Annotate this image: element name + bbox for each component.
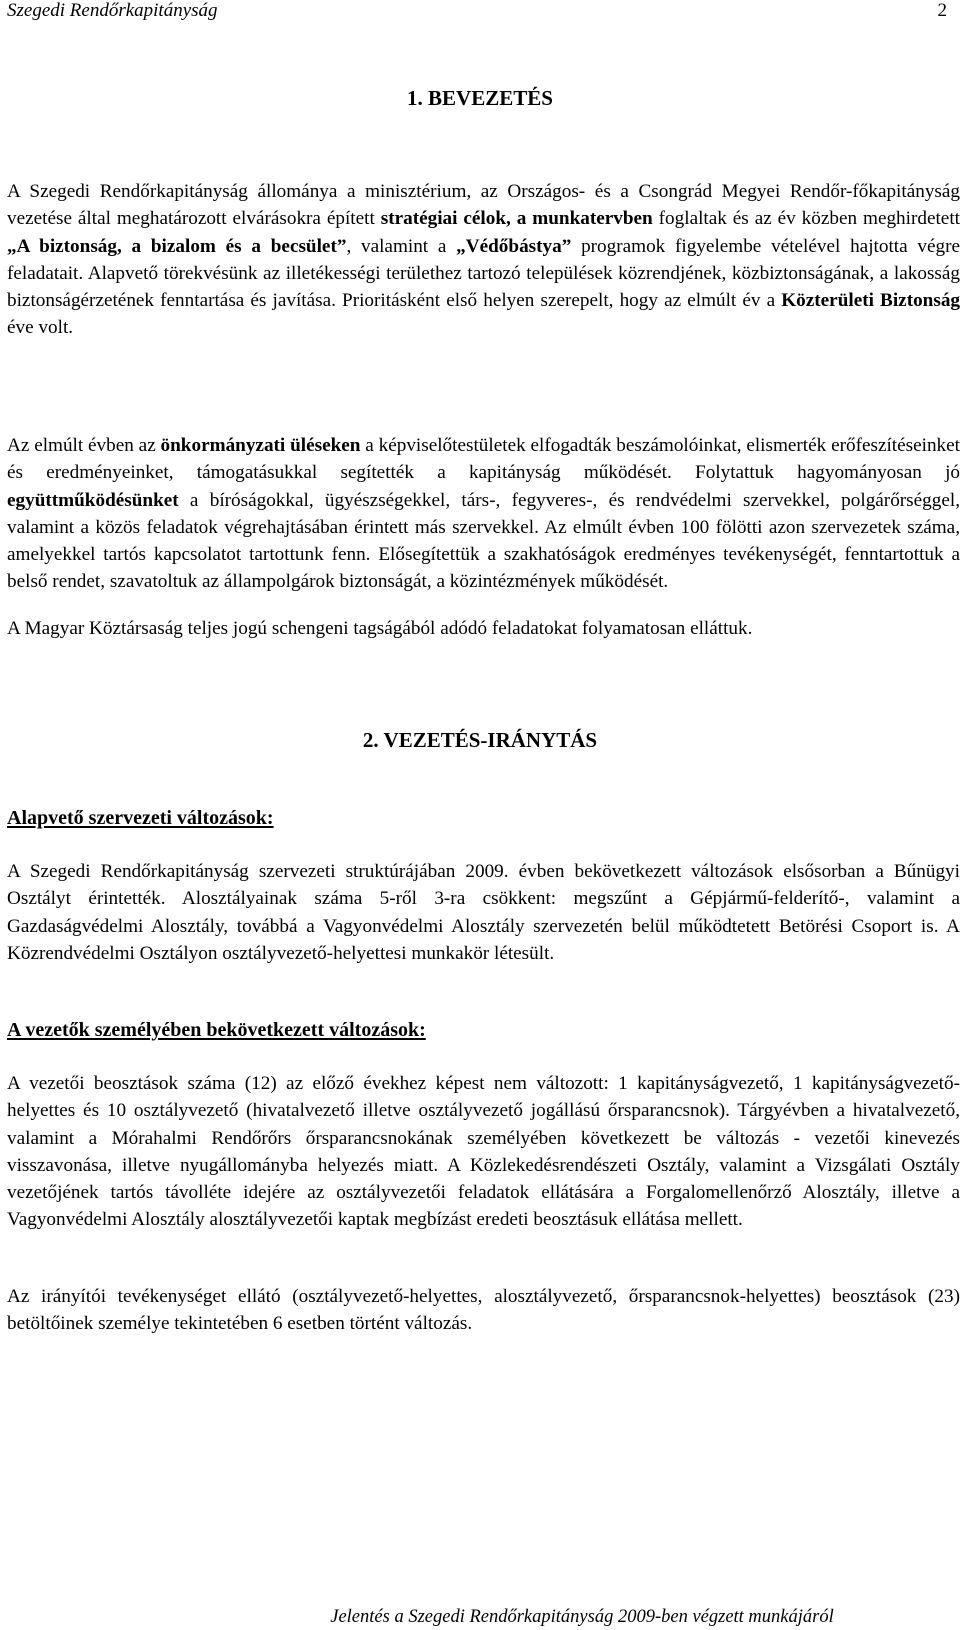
section-2-heading: 2. VEZETÉS-IRÁNYTÁS: [362, 728, 598, 752]
schengen-paragraph: A Magyar Köztársaság teljes jogú schengeni tagságából adódó feladatokat folyamatosan elláttuk.: [7, 618, 753, 639]
footer-text: Jelentés a Szegedi Rendőrkapitányság 2009-ben végzett munkájáról: [330, 1607, 834, 1627]
org-changes-paragraph: A Szegedi Rendőrkapitányság szervezeti struktúrájában 2009. évben bekövetkezett változások elsősorban a Bűnügyi Osztályt érintették. Alosztályainak száma 5-ről 3-ra csökkent: megszűnt a Gépjármű-felderítő-, valamint a Gazdaságvédelmi Alosztály, továbbá a Vagyonvédelmi Alosztály szervezetén belül működtetett Betörési Csoport is. A Közrendvédelmi Osztályon osztályvezető-helyettesi munkakör létesült.: [7, 861, 960, 964]
page-header: [7, 0, 947, 24]
management-changes-paragraph: Az irányítói tevékenységet ellátó (osztályvezető-helyettes, alosztályvezető, őrsparancsnok-helyettes) beosztások (23) betöltőinek személye tekintetében 6 esetben történt változás.: [7, 1286, 960, 1335]
leader-changes-paragraph: A vezetői beosztások száma (12) az előző évekhez képest nem változott: 1 kapitányságvezető, 1 kapitányságvezető-helyettes és 10 osztályvezető (hivatalvezető illetve osztályvezető jogállású őrsparancsnok). Tárgyévben a hivatalvezető, valamint a Mórahalmi Rendőrőrs őrsparancsnokának személyében következett be változás - vezetői kinevezés visszavonása, illetve nyugállományba helyezés miatt. A Közlekedésrendészeti Osztály, valamint a Vizsgálati Osztály vezetőjének tartós távolléte idejére az osztályvezetői feladatok ellátására a Forgalomellenőrző Alosztály, illetve a Vagyonvédelmi Alosztály alosztályvezetői kaptak megbízást eredeti beosztásuk ellátása mellett.: [7, 1073, 960, 1231]
page-footer: [0, 1606, 960, 1628]
section-1-heading: 1. BEVEZETÉS: [407, 86, 553, 110]
subheading-org-changes: Alapvető szervezeti változások:: [7, 807, 274, 829]
intro-paragraph: A Szegedi Rendőrkapitányság állománya a minisztérium, az Országos- és a Csongrád Megyei Rendőr-főkapitányság vezetése által meghatározott elvárásokra épített stratégiai célok, a munkatervben foglaltak és az év közben meghirdetett „A biztonság, a bizalom és a becsület”, valamint a „Védőbástya” programok figyelembe vételével hajtotta végre feladatait. Alapvető törekvésünk az illetékességi területhez tartozó települések közrendjének, közbiztonságának, a lakosság biztonságérzetének fenntartása és javítása. Prioritásként első helyen szerepelt, hogy az elmúlt év a Közterületi Biztonság éve volt.: [7, 181, 960, 339]
subheading-leader-changes: A vezetők személyében bekövetkezett változások:: [7, 1019, 426, 1041]
page-number: 2: [937, 0, 947, 21]
cooperation-paragraph: Az elmúlt évben az önkormányzati üléseken a képviselőtestületek elfogadták beszámolóinkat, elismerték erőfeszítéseinket és eredményeinket, támogatásukkal segítették a kapitányság működését. Folytattuk hagyományosan jó együttműködésünket a bíróságokkal, ügyészségekkel, társ-, fegyveres-, és rendvédelmi szervekkel, polgárőrséggel, valamint a közös feladatok végrehajtásában érintett más szervekkel. Az elmúlt évben 100 fölötti azon szervezetek száma, amelyekkel tartós kapcsolatot tartottunk fenn. Elősegítettük a szakhatóságok eredményes tevékenységét, fenntartottuk a belső rendet, szavatoltuk az állampolgárok biztonságát, a közintézmények működését.: [7, 435, 960, 593]
header-title: Szegedi Rendőrkapitányság: [7, 0, 218, 21]
